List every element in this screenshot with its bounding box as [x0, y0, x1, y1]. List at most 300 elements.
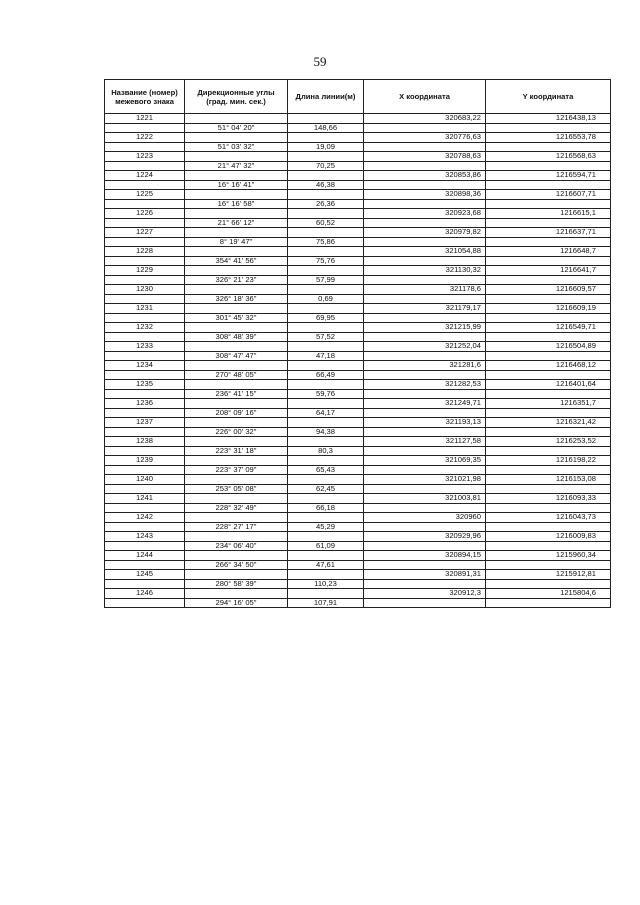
mark-name-cell: 1244 — [105, 551, 185, 561]
x-coordinate-cell: 320683,22 — [364, 114, 486, 124]
empty-cell — [105, 218, 185, 228]
line-length-cell: 75,86 — [288, 237, 364, 247]
direction-angle-cell: 16° 16' 58" — [185, 199, 288, 209]
direction-angle-cell: 266° 34' 50" — [185, 560, 288, 570]
x-coordinate-cell: 321179,17 — [364, 304, 486, 314]
empty-cell — [288, 589, 364, 599]
empty-cell — [364, 237, 486, 247]
mark-name-cell: 1225 — [105, 190, 185, 200]
x-coordinate-cell: 321249,71 — [364, 399, 486, 409]
point-row — [105, 133, 611, 143]
point-row — [105, 209, 611, 219]
direction-angle-cell: 223° 31' 18" — [185, 446, 288, 456]
empty-cell — [486, 560, 611, 570]
empty-cell — [364, 161, 486, 171]
direction-angle-cell: 21° 47' 32" — [185, 161, 288, 171]
empty-cell — [364, 199, 486, 209]
segment-row — [105, 370, 611, 380]
mark-name-cell: 1243 — [105, 532, 185, 542]
line-length-cell: 26,36 — [288, 199, 364, 209]
segment-row — [105, 218, 611, 228]
segment-row — [105, 275, 611, 285]
empty-cell — [288, 114, 364, 124]
mark-name-cell: 1232 — [105, 323, 185, 333]
direction-angle-cell: 326° 18' 36" — [185, 294, 288, 304]
empty-cell — [364, 370, 486, 380]
x-coordinate-cell: 320960 — [364, 513, 486, 523]
x-coordinate-cell: 321069,35 — [364, 456, 486, 466]
direction-angle-cell: 208° 09' 16" — [185, 408, 288, 418]
mark-name-cell: 1242 — [105, 513, 185, 523]
empty-cell — [486, 465, 611, 475]
empty-cell — [486, 351, 611, 361]
y-coordinate-cell: 1216009,83 — [486, 532, 611, 542]
empty-cell — [364, 579, 486, 589]
empty-cell — [105, 351, 185, 361]
empty-cell — [486, 446, 611, 456]
empty-cell — [288, 190, 364, 200]
x-coordinate-cell: 321282,53 — [364, 380, 486, 390]
empty-cell — [105, 446, 185, 456]
x-coordinate-cell: 320894,15 — [364, 551, 486, 561]
empty-cell — [105, 199, 185, 209]
empty-cell — [288, 361, 364, 371]
empty-cell — [105, 408, 185, 418]
empty-cell — [105, 142, 185, 152]
x-coordinate-cell: 321281,6 — [364, 361, 486, 371]
header-direction-angle: Дирекционные углы (град. мин. сек.) — [185, 80, 288, 114]
mark-name-cell: 1231 — [105, 304, 185, 314]
mark-name-cell: 1241 — [105, 494, 185, 504]
boundary-coordinates-table — [104, 79, 611, 608]
header-x-coordinate: X координата — [364, 80, 486, 114]
empty-cell — [105, 313, 185, 323]
point-row — [105, 361, 611, 371]
x-coordinate-cell: 321054,88 — [364, 247, 486, 257]
point-row — [105, 247, 611, 257]
empty-cell — [288, 304, 364, 314]
mark-name-cell: 1233 — [105, 342, 185, 352]
line-length-cell: 46,38 — [288, 180, 364, 190]
empty-cell — [185, 494, 288, 504]
empty-cell — [105, 294, 185, 304]
point-row — [105, 171, 611, 181]
empty-cell — [486, 389, 611, 399]
empty-cell — [288, 133, 364, 143]
empty-cell — [185, 456, 288, 466]
direction-angle-cell: 51° 04' 20" — [185, 123, 288, 133]
point-row — [105, 323, 611, 333]
x-coordinate-cell: 320979,82 — [364, 228, 486, 238]
point-row — [105, 228, 611, 238]
x-coordinate-cell: 321178,6 — [364, 285, 486, 295]
segment-row — [105, 446, 611, 456]
mark-name-cell: 1234 — [105, 361, 185, 371]
empty-cell — [486, 579, 611, 589]
x-coordinate-cell: 321193,13 — [364, 418, 486, 428]
empty-cell — [185, 133, 288, 143]
empty-cell — [364, 256, 486, 266]
x-coordinate-cell: 321252,04 — [364, 342, 486, 352]
empty-cell — [288, 285, 364, 295]
empty-cell — [185, 475, 288, 485]
empty-cell — [364, 522, 486, 532]
line-length-cell: 47,18 — [288, 351, 364, 361]
empty-cell — [288, 551, 364, 561]
empty-cell — [105, 332, 185, 342]
line-length-cell: 57,52 — [288, 332, 364, 342]
empty-cell — [185, 114, 288, 124]
y-coordinate-cell: 1216253,52 — [486, 437, 611, 447]
y-coordinate-cell: 1216648,7 — [486, 247, 611, 257]
x-coordinate-cell: 321127,58 — [364, 437, 486, 447]
point-row — [105, 114, 611, 124]
empty-cell — [486, 294, 611, 304]
segment-row — [105, 237, 611, 247]
direction-angle-cell: 270° 48' 05" — [185, 370, 288, 380]
segment-row — [105, 256, 611, 266]
mark-name-cell: 1238 — [105, 437, 185, 447]
mark-name-cell: 1240 — [105, 475, 185, 485]
direction-angle-cell: 280° 58' 39" — [185, 579, 288, 589]
empty-cell — [105, 598, 185, 608]
point-row — [105, 570, 611, 580]
mark-name-cell: 1227 — [105, 228, 185, 238]
x-coordinate-cell: 321021,98 — [364, 475, 486, 485]
empty-cell — [486, 484, 611, 494]
mark-name-cell: 1221 — [105, 114, 185, 124]
empty-cell — [486, 123, 611, 133]
empty-cell — [185, 399, 288, 409]
y-coordinate-cell: 1216438,13 — [486, 114, 611, 124]
line-length-cell: 110,23 — [288, 579, 364, 589]
y-coordinate-cell: 1216198,22 — [486, 456, 611, 466]
empty-cell — [105, 465, 185, 475]
empty-cell — [486, 522, 611, 532]
point-row — [105, 475, 611, 485]
y-coordinate-cell: 1216609,57 — [486, 285, 611, 295]
point-row — [105, 380, 611, 390]
empty-cell — [486, 541, 611, 551]
empty-cell — [185, 190, 288, 200]
empty-cell — [486, 199, 611, 209]
empty-cell — [486, 275, 611, 285]
empty-cell — [185, 171, 288, 181]
empty-cell — [364, 446, 486, 456]
empty-cell — [288, 171, 364, 181]
empty-cell — [364, 123, 486, 133]
empty-cell — [288, 418, 364, 428]
empty-cell — [486, 598, 611, 608]
segment-row — [105, 560, 611, 570]
mark-name-cell: 1224 — [105, 171, 185, 181]
line-length-cell: 66,18 — [288, 503, 364, 513]
segment-row — [105, 199, 611, 209]
point-row — [105, 532, 611, 542]
empty-cell — [105, 541, 185, 551]
empty-cell — [288, 228, 364, 238]
line-length-cell: 59,76 — [288, 389, 364, 399]
line-length-cell: 65,43 — [288, 465, 364, 475]
point-row — [105, 266, 611, 276]
empty-cell — [105, 256, 185, 266]
point-row — [105, 399, 611, 409]
point-row — [105, 342, 611, 352]
empty-cell — [364, 465, 486, 475]
direction-angle-cell: 236° 41' 15" — [185, 389, 288, 399]
empty-cell — [288, 513, 364, 523]
empty-cell — [364, 427, 486, 437]
page-number: 59 — [313, 54, 327, 69]
y-coordinate-cell: 1215912,81 — [486, 570, 611, 580]
empty-cell — [105, 237, 185, 247]
segment-row — [105, 351, 611, 361]
direction-angle-cell: 8° 19' 47" — [185, 237, 288, 247]
empty-cell — [185, 532, 288, 542]
empty-cell — [364, 351, 486, 361]
empty-cell — [105, 503, 185, 513]
y-coordinate-cell: 1216351,7 — [486, 399, 611, 409]
y-coordinate-cell: 1216553,78 — [486, 133, 611, 143]
segment-row — [105, 598, 611, 608]
direction-angle-cell: 294° 16' 05" — [185, 598, 288, 608]
empty-cell — [364, 541, 486, 551]
segment-row — [105, 503, 611, 513]
direction-angle-cell: 228° 27' 17" — [185, 522, 288, 532]
empty-cell — [185, 285, 288, 295]
segment-row — [105, 313, 611, 323]
empty-cell — [364, 332, 486, 342]
direction-angle-cell: 234° 06' 40" — [185, 541, 288, 551]
empty-cell — [364, 294, 486, 304]
x-coordinate-cell: 320788,63 — [364, 152, 486, 162]
point-row — [105, 190, 611, 200]
empty-cell — [288, 380, 364, 390]
mark-name-cell: 1230 — [105, 285, 185, 295]
empty-cell — [288, 152, 364, 162]
point-row — [105, 437, 611, 447]
y-coordinate-cell: 1216504,89 — [486, 342, 611, 352]
direction-angle-cell: 326° 21' 23" — [185, 275, 288, 285]
header-mark-name: Название (номер) межевого знака — [105, 80, 185, 114]
direction-angle-cell: 226° 00' 32" — [185, 427, 288, 437]
x-coordinate-cell: 320776,63 — [364, 133, 486, 143]
line-length-cell: 57,99 — [288, 275, 364, 285]
x-coordinate-cell: 321215,99 — [364, 323, 486, 333]
empty-cell — [105, 579, 185, 589]
empty-cell — [185, 266, 288, 276]
y-coordinate-cell: 1216594,71 — [486, 171, 611, 181]
line-length-cell: 66,49 — [288, 370, 364, 380]
line-length-cell: 0,69 — [288, 294, 364, 304]
direction-angle-cell: 223° 37' 09" — [185, 465, 288, 475]
empty-cell — [185, 513, 288, 523]
direction-angle-cell: 308° 47' 47" — [185, 351, 288, 361]
empty-cell — [288, 342, 364, 352]
line-length-cell: 61,09 — [288, 541, 364, 551]
empty-cell — [185, 304, 288, 314]
header-line-length: Длина линии(м) — [288, 80, 364, 114]
segment-row — [105, 522, 611, 532]
y-coordinate-cell: 1215960,34 — [486, 551, 611, 561]
x-coordinate-cell: 321003,81 — [364, 494, 486, 504]
empty-cell — [288, 570, 364, 580]
line-length-cell: 45,29 — [288, 522, 364, 532]
empty-cell — [364, 142, 486, 152]
direction-angle-cell: 301° 45' 32" — [185, 313, 288, 323]
empty-cell — [288, 532, 364, 542]
segment-row — [105, 123, 611, 133]
empty-cell — [185, 418, 288, 428]
empty-cell — [105, 180, 185, 190]
segment-row — [105, 142, 611, 152]
mark-name-cell: 1223 — [105, 152, 185, 162]
empty-cell — [185, 152, 288, 162]
empty-cell — [288, 209, 364, 219]
empty-cell — [105, 560, 185, 570]
empty-cell — [105, 275, 185, 285]
empty-cell — [364, 408, 486, 418]
line-length-cell: 60,52 — [288, 218, 364, 228]
empty-cell — [185, 247, 288, 257]
empty-cell — [364, 275, 486, 285]
x-coordinate-cell: 320891,31 — [364, 570, 486, 580]
direction-angle-cell: 253° 05' 08" — [185, 484, 288, 494]
point-row — [105, 589, 611, 599]
x-coordinate-cell: 320853,86 — [364, 171, 486, 181]
point-row — [105, 152, 611, 162]
point-row — [105, 551, 611, 561]
x-coordinate-cell: 321130,32 — [364, 266, 486, 276]
empty-cell — [105, 370, 185, 380]
y-coordinate-cell: 1216609,19 — [486, 304, 611, 314]
y-coordinate-cell: 1216615,1 — [486, 209, 611, 219]
x-coordinate-cell: 320929,96 — [364, 532, 486, 542]
line-length-cell: 70,25 — [288, 161, 364, 171]
empty-cell — [288, 266, 364, 276]
y-coordinate-cell: 1216568,63 — [486, 152, 611, 162]
empty-cell — [185, 437, 288, 447]
direction-angle-cell: 16° 16' 41" — [185, 180, 288, 190]
mark-name-cell: 1235 — [105, 380, 185, 390]
empty-cell — [486, 427, 611, 437]
empty-cell — [364, 560, 486, 570]
segment-row — [105, 161, 611, 171]
point-row — [105, 456, 611, 466]
line-length-cell: 64,17 — [288, 408, 364, 418]
empty-cell — [105, 427, 185, 437]
line-length-cell: 62,45 — [288, 484, 364, 494]
segment-row — [105, 484, 611, 494]
segment-row — [105, 541, 611, 551]
empty-cell — [185, 380, 288, 390]
line-length-cell: 107,91 — [288, 598, 364, 608]
segment-row — [105, 332, 611, 342]
empty-cell — [486, 256, 611, 266]
point-row — [105, 304, 611, 314]
line-length-cell: 69,95 — [288, 313, 364, 323]
empty-cell — [288, 399, 364, 409]
empty-cell — [486, 408, 611, 418]
point-row — [105, 285, 611, 295]
mark-name-cell: 1228 — [105, 247, 185, 257]
y-coordinate-cell: 1216641,7 — [486, 266, 611, 276]
point-row — [105, 418, 611, 428]
line-length-cell: 75,76 — [288, 256, 364, 266]
mark-name-cell: 1246 — [105, 589, 185, 599]
direction-angle-cell: 51° 03' 32" — [185, 142, 288, 152]
mark-name-cell: 1236 — [105, 399, 185, 409]
point-row — [105, 513, 611, 523]
y-coordinate-cell: 1216093,33 — [486, 494, 611, 504]
empty-cell — [185, 570, 288, 580]
empty-cell — [185, 361, 288, 371]
empty-cell — [486, 142, 611, 152]
empty-cell — [364, 313, 486, 323]
empty-cell — [185, 323, 288, 333]
mark-name-cell: 1222 — [105, 133, 185, 143]
empty-cell — [364, 598, 486, 608]
y-coordinate-cell: 1216321,42 — [486, 418, 611, 428]
line-length-cell: 94,38 — [288, 427, 364, 437]
mark-name-cell: 1237 — [105, 418, 185, 428]
direction-angle-cell: 354° 41' 56" — [185, 256, 288, 266]
x-coordinate-cell: 320912,3 — [364, 589, 486, 599]
empty-cell — [486, 218, 611, 228]
header-y-coordinate: Y координата — [486, 80, 611, 114]
mark-name-cell: 1229 — [105, 266, 185, 276]
empty-cell — [185, 209, 288, 219]
empty-cell — [288, 475, 364, 485]
empty-cell — [288, 437, 364, 447]
table-body — [105, 114, 611, 608]
empty-cell — [486, 313, 611, 323]
empty-cell — [185, 228, 288, 238]
empty-cell — [105, 522, 185, 532]
empty-cell — [486, 161, 611, 171]
segment-row — [105, 465, 611, 475]
line-length-cell: 47,61 — [288, 560, 364, 570]
empty-cell — [486, 180, 611, 190]
line-length-cell: 80,3 — [288, 446, 364, 456]
direction-angle-cell: 21° 66' 12" — [185, 218, 288, 228]
empty-cell — [185, 551, 288, 561]
segment-row — [105, 579, 611, 589]
empty-cell — [486, 370, 611, 380]
segment-row — [105, 389, 611, 399]
segment-row — [105, 408, 611, 418]
y-coordinate-cell: 1216401,64 — [486, 380, 611, 390]
empty-cell — [486, 332, 611, 342]
direction-angle-cell: 308° 48' 39" — [185, 332, 288, 342]
y-coordinate-cell: 1216637,71 — [486, 228, 611, 238]
x-coordinate-cell: 320898,36 — [364, 190, 486, 200]
empty-cell — [288, 494, 364, 504]
empty-cell — [105, 484, 185, 494]
mark-name-cell: 1245 — [105, 570, 185, 580]
segment-row — [105, 294, 611, 304]
x-coordinate-cell: 320923,68 — [364, 209, 486, 219]
empty-cell — [364, 389, 486, 399]
y-coordinate-cell: 1216549,71 — [486, 323, 611, 333]
direction-angle-cell: 228° 32' 49" — [185, 503, 288, 513]
empty-cell — [486, 237, 611, 247]
point-row — [105, 494, 611, 504]
empty-cell — [364, 503, 486, 513]
empty-cell — [288, 456, 364, 466]
empty-cell — [105, 123, 185, 133]
empty-cell — [486, 503, 611, 513]
